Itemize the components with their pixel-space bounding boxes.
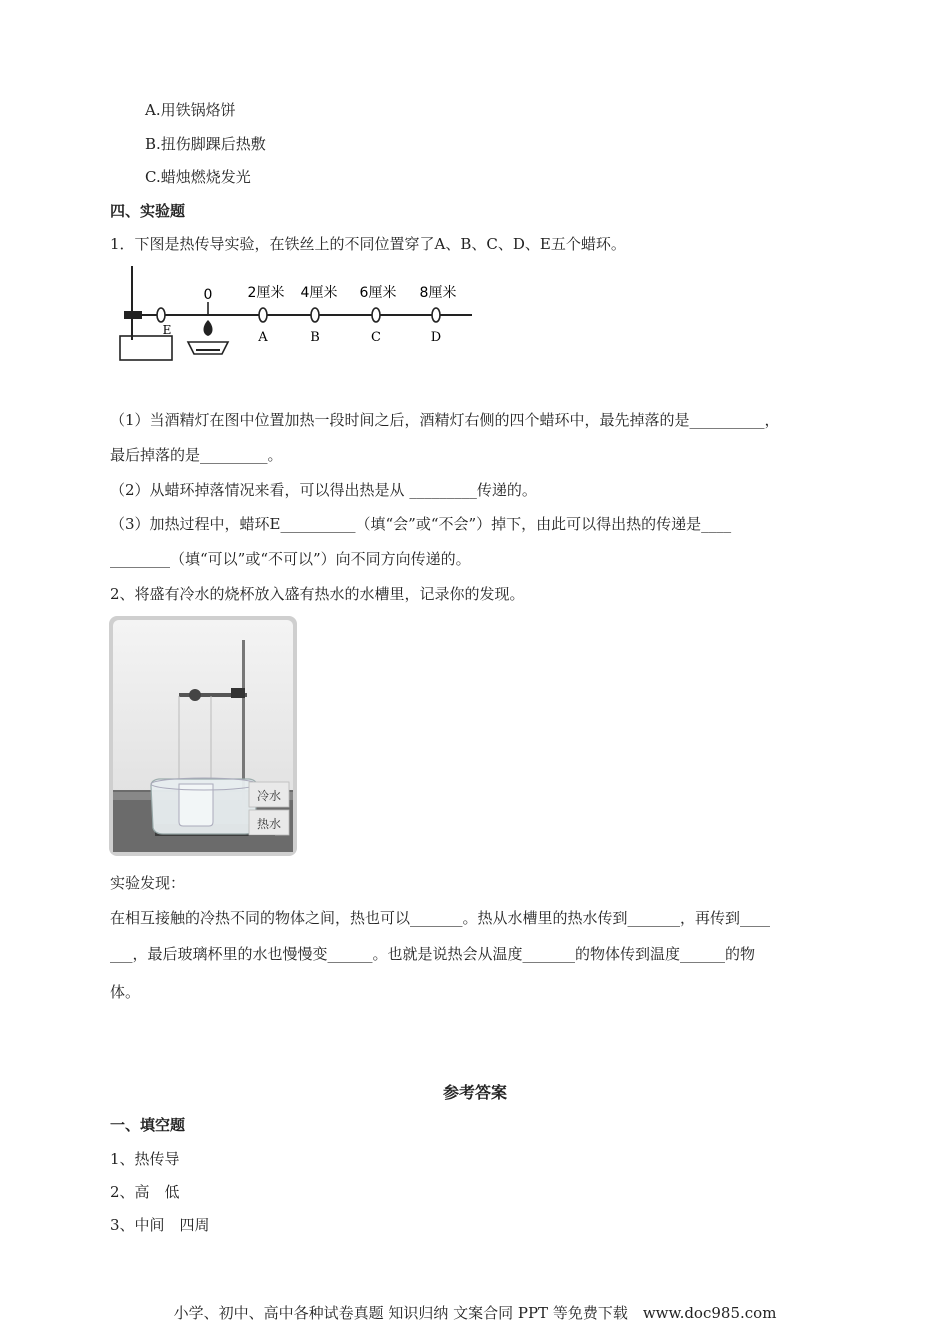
alcohol-lamp [188,342,228,354]
wax-ring-b [311,308,319,322]
answers-section-1-heading: 一、填空题 [110,1116,186,1134]
label-c: C [371,330,381,345]
finding-line-3: 体。 [110,983,141,1001]
label-6cm: 6厘米 [359,285,397,301]
label-zero: 0 [203,287,213,303]
label-2cm: 2厘米 [247,285,285,301]
question-2-intro: 2、将盛有冷水的烧杯放入盛有热水的水槽里，记录你的发现。 [110,585,525,603]
label-4cm: 4厘米 [300,285,338,301]
label-hot-water: 热水 [256,817,282,831]
label-cold-water: 冷水 [256,789,282,803]
label-e: E [162,323,172,337]
wax-ring-d [432,308,440,322]
finding-label: 实验发现： [110,874,186,892]
heat-conduction-diagram [112,262,482,362]
question-1-intro: 1．下图是热传导实验，在铁丝上的不同位置穿了A、B、C、D、E五个蜡环。 [110,235,626,253]
question-1-part-1-line-1: （1）当酒精灯在图中位置加热一段时间之后，酒精灯右侧的四个蜡环中，最先掉落的是__________， [110,411,780,429]
answers-title: 参考答案 [442,1083,507,1102]
wax-ring-e [157,308,165,322]
label-b: B [310,330,320,345]
label-a: A [258,330,268,345]
finding-line-2: ___，最后玻璃杯里的水也慢慢变______。也就是说热会从温度_______的物体传到温度______的物 [110,945,756,963]
question-1-part-3-line-1: （3）加热过程中，蜡环E__________（填“会”或“不会”）掉下，由此可以得出热的传递是____ [110,515,732,533]
label-8cm: 8厘米 [419,285,457,301]
page-footer: 小学、初中、高中各种试卷真题 知识归纳 文案合同 PPT 等免费下载 www.doc985.com [173,1304,777,1322]
wax-ring-a [259,308,267,322]
question-1-part-1-line-2: 最后掉落的是_________。 [110,446,283,464]
label-d: D [430,330,442,345]
answer-2: 2、高 低 [110,1183,180,1201]
option-a: A.用铁锅烙饼 [145,101,236,119]
wax-ring-c [372,308,380,322]
option-b: B.扭伤脚踝后热敷 [145,135,266,153]
option-c: C.蜡烛燃烧发光 [145,168,251,186]
finding-line-1: 在相互接触的冷热不同的物体之间，热也可以_______。热从水槽里的热水传到_______，再传到____ [110,909,771,927]
lamp-flame [204,320,213,336]
stand-base [120,336,172,360]
section-heading-experiment: 四、实验题 [110,202,186,220]
question-1-part-3-line-2: ________（填“可以”或“不可以”）向不同方向传递的。 [110,550,471,568]
answer-3: 3、中间 四周 [110,1216,210,1234]
beaker-experiment-photo [109,616,297,856]
question-1-part-2: （2）从蜡环掉落情况来看，可以得出热是从 _________传递的。 [110,481,537,499]
answer-1: 1、热传导 [110,1150,180,1168]
